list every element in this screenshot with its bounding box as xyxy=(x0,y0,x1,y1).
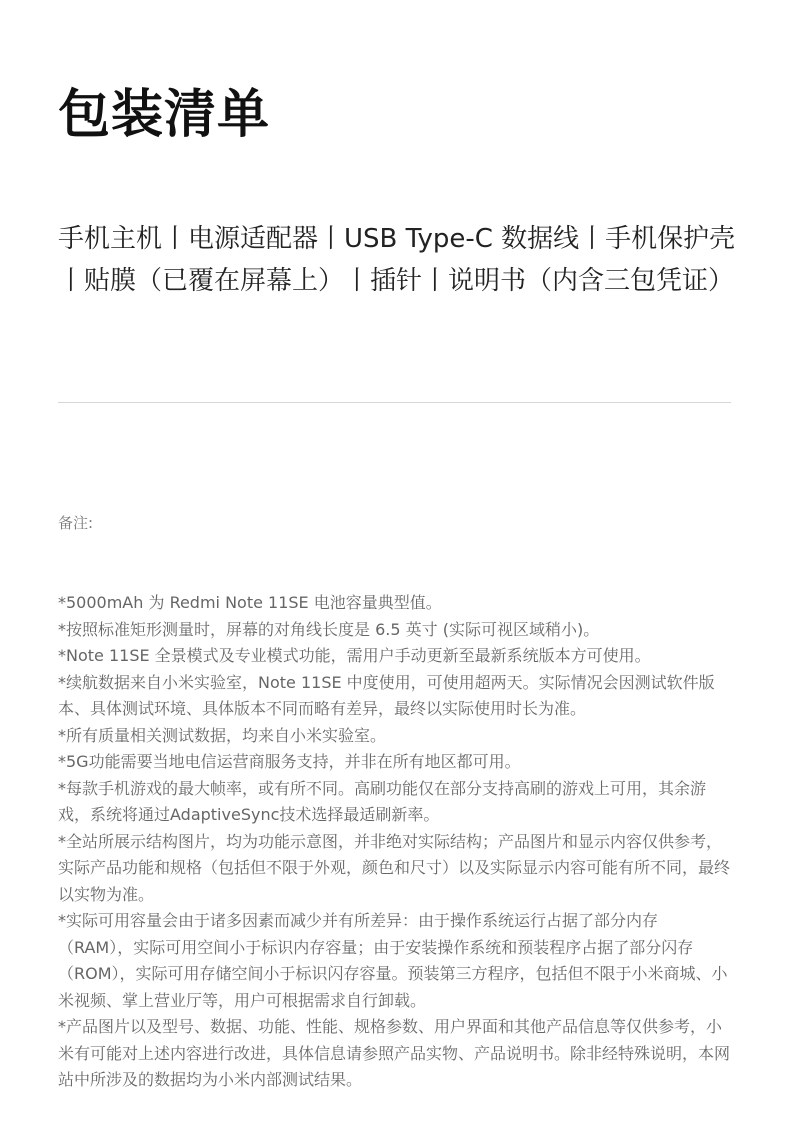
note-item: *续航数据来自小米实验室，Note 11SE 中度使用，可使用超两天。实际情况会因测试软件版本、具体测试环境、具体版本不同而略有差异，最终以实际使用时长为准。 xyxy=(58,672,715,718)
note-item: *全站所展示结构图片，均为功能示意图，并非绝对实际结构；产品图片和显示内容仅供参考，实际产品功能和规格（包括但不限于外观，颜色和尺寸）以及实际显示内容可能有所不同，最终以实物为准。 xyxy=(58,831,731,904)
page-title: 包装清单 xyxy=(58,85,271,145)
note-item: *5000mAh 为 Redmi Note 11SE 电池容量典型值。 xyxy=(58,593,442,612)
note-item: *5G功能需要当地电信运营商服务支持，并非在所有地区都可用。 xyxy=(58,752,521,771)
note-item: *按照标准矩形测量时，屏幕的对角线长度是 6.5 英寸 (实际可视区域稍小)。 xyxy=(58,619,600,639)
divider xyxy=(58,402,731,403)
note-item: *所有质量相关测试数据，均来自小米实验室。 xyxy=(58,725,387,745)
note-item: *产品图片以及型号、数据、功能、性能、规格参数、用户界面和其他产品信息等仅供参考，小米有可能对上述内容进行改进，具体信息请参照产品实物、产品说明书。除非经特殊说明，本网站中所涉及的数据均为小米内部测试结果。 xyxy=(58,1017,731,1089)
package-contents: 手机主机丨电源适配器丨USB Type-C 数据线丨手机保护壳丨贴膜（已覆在屏幕上）丨插针丨说明书（内含三包凭证） xyxy=(58,224,736,296)
note-item: *Note 11SE 全景模式及专业模式功能，需用户手动更新至最新系统版本方可使用。 xyxy=(58,646,651,665)
note-item: *实际可用容量会由于诸多因素而减少并有所差异：由于操作系统运行占据了部分内存（RAM），实际可用空间小于标识内存容量；由于安装操作系统和预装程序占据了部分闪存（ROM），实际可用存储空间小于标识闪存容量。预装第三方程序，包括但不限于小米商城、小米视频、掌上营业厅等，用户可根据需求自行卸载。 xyxy=(58,911,728,1010)
notes-list xyxy=(58,590,730,1094)
note-item: *每款手机游戏的最大帧率，或有所不同。高刷功能仅在部分支持高刷的游戏上可用，其余游戏，系统将通过AdaptiveSync技术选择最适刷新率。 xyxy=(58,778,707,824)
notes-label: 备注: xyxy=(58,514,94,532)
